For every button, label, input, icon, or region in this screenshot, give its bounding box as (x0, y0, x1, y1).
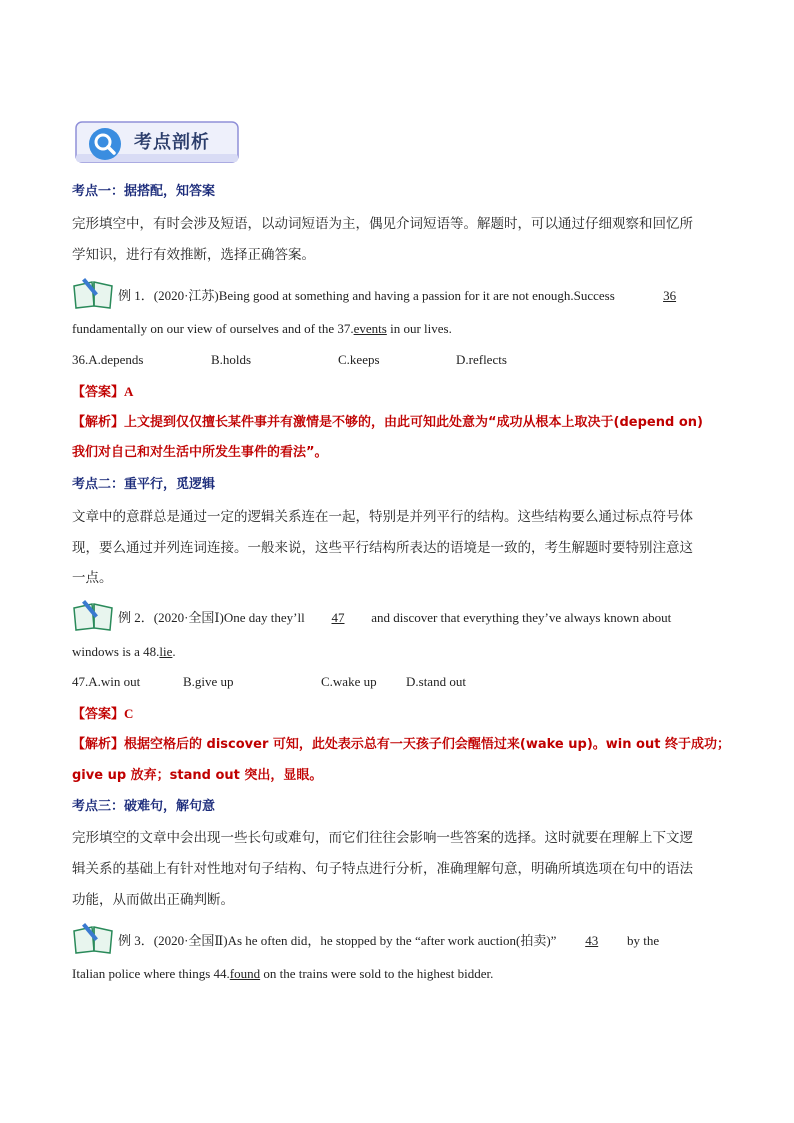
ex2-analysis-line1 (72, 736, 730, 754)
ex2-line2-a: windows is a 48. (72, 644, 160, 659)
ex2-option-b: B.give up (183, 674, 234, 689)
ex2-answer-value: C (124, 706, 134, 721)
ex1-analysis-line1 (72, 414, 703, 432)
ex3-prefix: 例 3．(2020·全国Ⅱ)As he often did，he stopped by the “after work auction(拍卖)” (118, 933, 557, 948)
ex3-blank: 43 (585, 933, 599, 948)
ex1-answer (72, 383, 133, 402)
ex1-line2 (72, 320, 452, 338)
ex3-line2 (72, 965, 493, 983)
ex1-option-c: C.keeps (338, 352, 380, 367)
ex3-word: found (229, 966, 261, 981)
ex1-answer-value: A (124, 384, 134, 399)
ex2-analysis-label: 【解析】 (72, 737, 125, 752)
kp3-para-line3: 功能，从而做出正确判断。 (72, 892, 234, 908)
ex2-suffix: and discover that everything they’ve always known about (371, 610, 672, 625)
book-pencil-icon (72, 921, 116, 955)
ex1-option-a: 36.A.depends (72, 352, 144, 367)
ex1-analysis-label: 【解析】 (72, 415, 125, 430)
kp3-para-line1: 完形填空的文章中会出现一些长句或难句，而它们往往会影响一些答案的选择。这时就要在理解上下文逻 (72, 830, 693, 846)
book-pencil-icon (72, 598, 116, 632)
ex2-option-c: C.wake up (321, 674, 377, 689)
ex1-blank: 36 (663, 288, 677, 303)
ex3-suffix: by the (626, 933, 660, 948)
ex2-word: lie (159, 644, 173, 659)
kp1-para-line1: 完形填空中，有时会涉及短语，以动词短语为主，偶见介词短语等。解题时，可以通过仔细观察和回忆所 (72, 216, 693, 232)
ex1-analysis-line2: 我们对自己和对生活中所发生事件的看法”。 (72, 445, 328, 460)
ex2-prefix: 例 2．(2020·全国Ⅰ)One day they’ll (118, 610, 305, 625)
ex2-answer (72, 705, 133, 724)
ex2-answer-label: 【答案】 (72, 707, 125, 722)
ex1-option-d: D.reflects (456, 352, 507, 367)
section-header-badge (74, 118, 242, 166)
ex2-line1 (118, 607, 671, 626)
kp2-para-line1: 文章中的意群总是通过一定的逻辑关系连在一起，特别是并列平行的结构。这些结构要么通过标点符号体 (72, 509, 693, 525)
ex1-option-b: B.holds (211, 352, 252, 367)
book-pencil-icon (72, 276, 116, 310)
ex2-analysis-text1: 根据空格后的 discover 可知，此处表示总有一天孩子们会醒悟过来(wake up)。win out 终于成功； (124, 737, 730, 752)
section-title: 考点剖析 (134, 132, 210, 153)
ex2-line2 (72, 643, 176, 661)
kp2-heading: 考点二：重平行，觅逻辑 (72, 477, 216, 492)
search-icon (88, 127, 122, 161)
ex3-line2-b: on the trains were sold to the highest bidder. (260, 966, 494, 981)
ex2-line2-b: . (172, 644, 176, 659)
ex3-line2-a: Italian police where things 44. (72, 966, 230, 981)
ex1-answer-label: 【答案】 (72, 385, 125, 400)
kp2-para-line2: 现，要么通过并列连词连接。一般来说，这些平行结构所表达的语境是一致的，考生解题时要特别注意这 (72, 540, 693, 556)
ex2-analysis-line2: give up 放弃；stand out 突出，显眼。 (72, 768, 323, 783)
ex2-option-d: D.stand out (406, 674, 466, 689)
kp1-heading: 考点一：据搭配，知答案 (72, 184, 216, 199)
kp1-para-line2: 学知识，进行有效推断，选择正确答案。 (72, 247, 315, 263)
ex1-analysis-text1: 上文提到仅仅擅长某件事并有激情是不够的，由此可知此处意为“成功从根本上取决于(depend on) (124, 415, 703, 430)
kp3-para-line2: 辑关系的基础上有针对性地对句子结构、句子特点进行分析，准确理解句意，明确所填选项在句中的语法 (72, 861, 693, 877)
ex1-word: events (353, 321, 387, 336)
ex2-blank: 47 (331, 610, 345, 625)
ex1-line2-b: in our lives. (386, 321, 452, 336)
ex2-option-a: 47.A.win out (72, 674, 141, 689)
ex1-line2-a: fundamentally on our view of ourselves and of the 37. (72, 321, 354, 336)
kp2-para-line3: 一点。 (72, 570, 113, 586)
ex3-line1 (118, 930, 659, 949)
ex1-prefix: 例 1．(2020·江苏)Being good at something and having a passion for it are not enough.Success (118, 288, 615, 303)
ex1-line1 (118, 285, 676, 304)
kp3-heading: 考点三：破难句，解句意 (72, 799, 216, 814)
